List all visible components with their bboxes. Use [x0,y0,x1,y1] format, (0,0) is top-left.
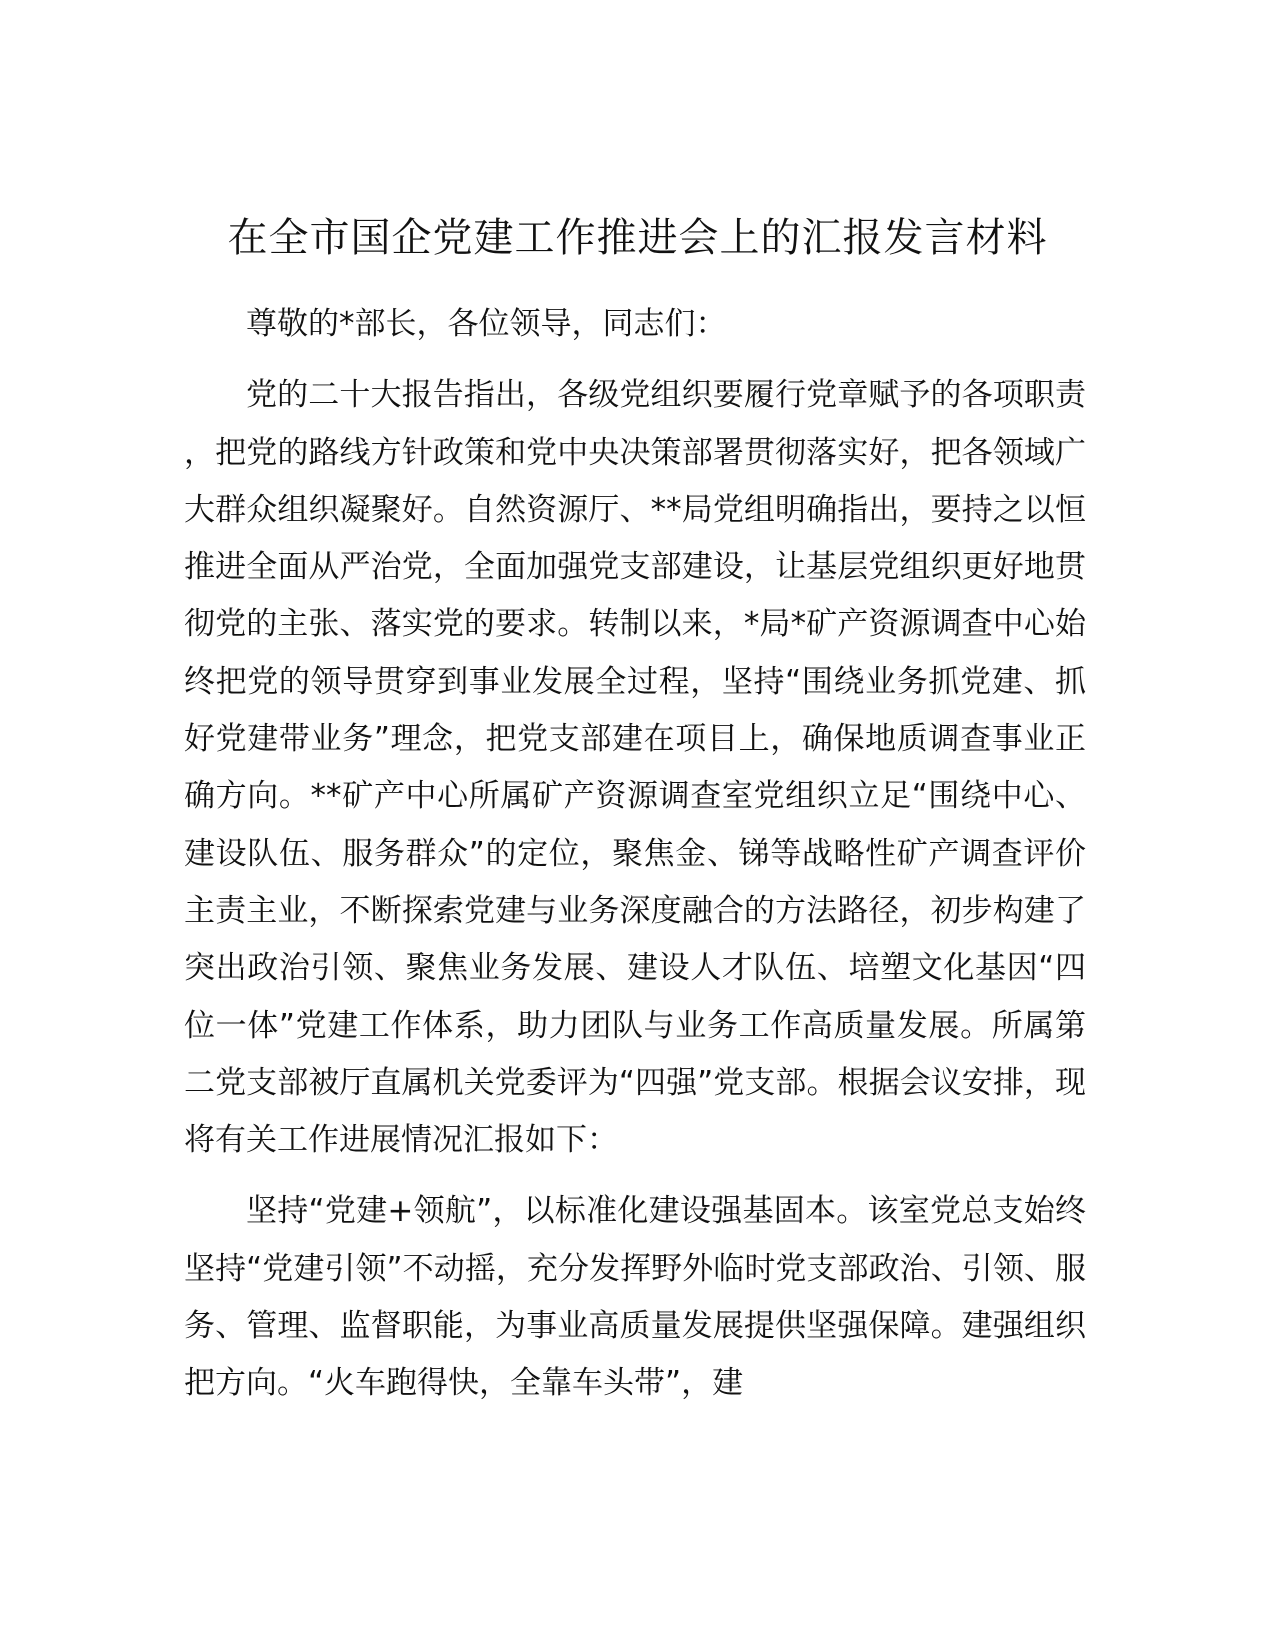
document-body [184,296,1086,1427]
body-paragraph: 坚持“党建+领航”，以标准化建设强基固本。该室党总支始终坚持“党建引领”不动摇，充分发挥野外临时党支部政治、引领、服务、管理、监督职能，为事业高质量发展提供坚强保障。建强组织把方向。“火车跑得快，全靠车头带”，建 [184,1193,1086,1402]
salutation-paragraph: 尊敬的*部长，各位领导，同志们： [246,306,727,342]
document-title: 在全市国企党建工作推进会上的汇报发言材料 [227,215,1048,261]
body-paragraph: 党的二十大报告指出，各级党组织要履行党章赋予的各项职责，把党的路线方针政策和党中央决策部署贯彻落实好，把各领域广大群众组织凝聚好。自然资源厅、**局党组明确指出，要持之以恒推进全面从严治党，全面加强党支部建设，让基层党组织更好地贯彻党的主张、落实党的要求。转制以来，*局*矿产资源调查中心始终把党的领导贯穿到事业发展全过程，坚持“围绕业务抓党建、抓好党建带业务”理念，把党支部建在项目上，确保地质调查事业正确方向。**矿产中心所属矿产资源调查室党组织立足“围绕中心、建设队伍、服务群众”的定位，聚焦金、锑等战略性矿产调查评价主责主业，不断探索党建与业务深度融合的方法路径，初步构建了突出政治引领、聚焦业务发展、建设人才队伍、培塑文化基因“四位一体”党建工作体系，助力团队与业务工作高质量发展。所属第二党支部被厅直属机关党委评为“四强”党支部。根据会议安排，现将有关工作进展情况汇报如下： [184,377,1086,1159]
